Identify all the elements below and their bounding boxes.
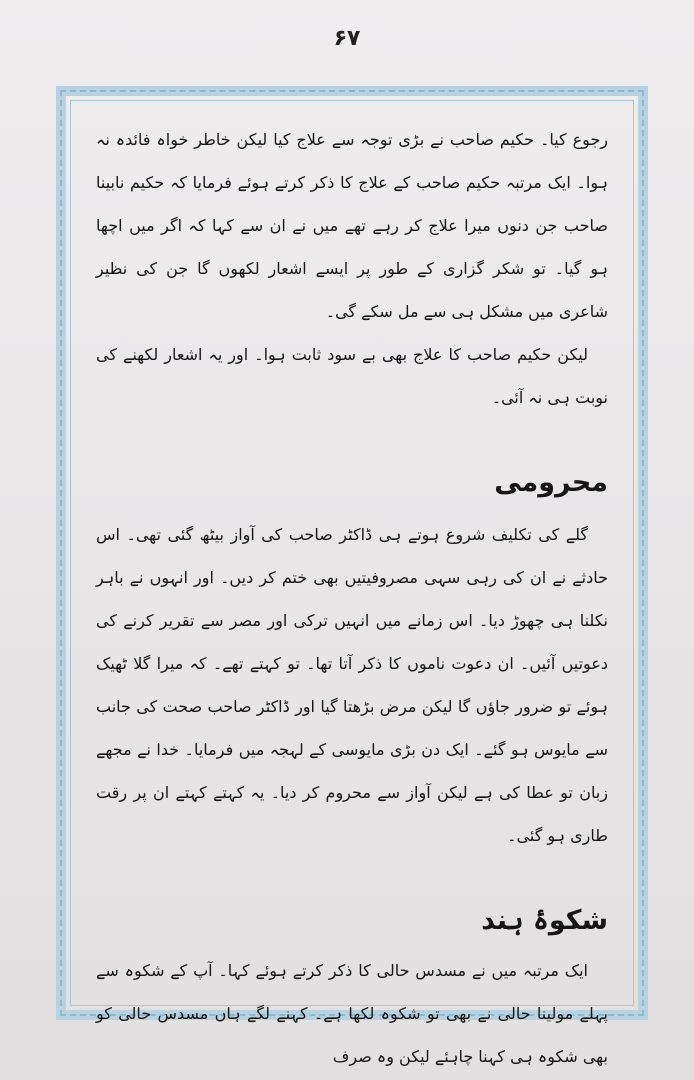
paragraph-2: لیکن حکیم صاحب کا علاج بھی بے سود ثابت ہوا۔ اور یہ اشعار لکھنے کی نوبت ہی نہ آئی۔ [96, 345, 608, 407]
page-content [96, 118, 608, 1066]
paragraph-4: ایک مرتبہ میں نے مسدس حالی کا ذکر کرتے ہوئے کہا۔ آپ کے شکوہ سے پہلے مولینا حالی نے بھی تو شکوہ لکھا ہے۔ کہنے لگے ہاں مسدس حالی کو بھی شکوہ ہی کہنا چاہئے لیکن وہ صرف [96, 961, 608, 1066]
paragraph-1: رجوع کیا۔ حکیم صاحب نے بڑی توجہ سے علاج کیا لیکن خاطر خواہ فائدہ نہ ہوا۔ ایک مرتبہ حکیم صاحب کے علاج کا ذکر کرتے ہوئے فرمایا کہ حکیم نابینا صاحب جن دنوں میرا علاج کر رہے تھے میں نے ان سے کہا کہ اگر میں اچھا ہو گیا۔ تو شکر گزاری کے طور پر ایسے اشعار لکھوں گا جن کی نظیر شاعری میں مشکل ہی سے مل سکے گی۔ [96, 130, 608, 321]
section-heading-mahroomi: محرومی [494, 467, 608, 498]
section-heading-shikwa-e-hind: شکوۂ ہند [481, 905, 608, 936]
paragraph-3: گلے کی تکلیف شروع ہوتے ہی ڈاکٹر صاحب کی آواز بیٹھ گئی تھی۔ اس حادثے نے ان کی رہی سہی مصروفیتیں بھی ختم کر دیں۔ اور انہوں نے باہر نکلنا ہی چھوڑ دیا۔ اس زمانے میں انہیں ترکی اور مصر سے تقریر کرنے کی دعوتیں آئیں۔ ان دعوت ناموں کا ذکر آتا تھا۔ تو کہتے تھے۔ کہ میرا گلا ٹھیک ہوئے تو ضرور جاؤں گا لیکن مرض بڑھتا گیا اور ڈاکٹر صاحب صحت کی جانب سے مایوس ہو گئے۔ ایک دن بڑی مایوسی کے لہجہ میں فرمایا۔ خدا نے مجھے زبان تو عطا کی ہے لیکن آواز سے محروم کر دیا۔ یہ کہتے کہتے ان پر رقت طاری ہو گئی۔ [96, 525, 608, 845]
page-number: ۶۷ [333, 26, 361, 51]
